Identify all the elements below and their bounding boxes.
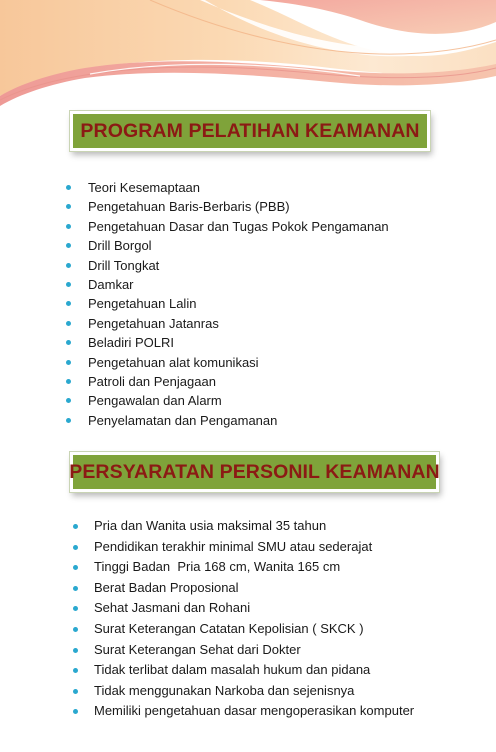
section-title-persyaratan-personil: PERSYARATAN PERSONIL KEAMANAN bbox=[70, 452, 439, 492]
bullet-icon bbox=[66, 340, 71, 345]
bullet-icon bbox=[66, 321, 71, 326]
bullet-icon bbox=[73, 627, 78, 632]
list-item-text: Sehat Jasmani dan Rohani bbox=[94, 600, 251, 616]
bullet-icon bbox=[66, 243, 71, 248]
list-item-text: Patroli dan Penjagaan bbox=[88, 373, 216, 389]
list-item-text: Tinggi Badan Pria 168 cm, Wanita 165 cm bbox=[94, 559, 341, 575]
list-item-text: Pengetahuan Jatanras bbox=[88, 315, 219, 331]
training-program-list bbox=[66, 178, 389, 430]
list-item-text: Pengetahuan alat komunikasi bbox=[88, 354, 259, 370]
list-item-text: Teori Kesemaptaan bbox=[88, 180, 201, 195]
list-item-text: Pendidikan terakhir minimal SMU atau sederajat bbox=[94, 538, 373, 554]
list-item-text: Beladiri POLRI bbox=[88, 335, 174, 351]
bullet-icon bbox=[66, 185, 71, 190]
list-item bbox=[73, 537, 414, 558]
bullet-icon bbox=[66, 398, 71, 403]
list-item-text: Berat Badan Proposional bbox=[94, 579, 239, 595]
list-item bbox=[73, 516, 414, 537]
list-item bbox=[73, 640, 414, 661]
bullet-icon bbox=[73, 668, 78, 673]
list-item bbox=[66, 294, 389, 313]
list-item bbox=[66, 236, 389, 255]
list-item-text: Pengetahuan Baris-Berbaris (PBB) bbox=[88, 199, 290, 215]
list-item-text: Pengetahuan Dasar dan Tugas Pokok Pengamanan bbox=[88, 218, 389, 234]
bullet-icon bbox=[66, 204, 71, 209]
list-item bbox=[73, 557, 414, 578]
list-item bbox=[66, 372, 389, 391]
list-item-text: Pria dan Wanita usia maksimal 35 tahun bbox=[94, 518, 327, 533]
bullet-icon bbox=[73, 545, 78, 550]
list-item bbox=[66, 314, 389, 333]
list-item bbox=[73, 578, 414, 599]
list-item bbox=[66, 178, 389, 197]
list-item bbox=[73, 660, 414, 681]
bullet-icon bbox=[66, 418, 71, 423]
list-item bbox=[73, 598, 414, 619]
list-item-text: Surat Keterangan Sehat dari Dokter bbox=[94, 641, 301, 657]
bullet-icon bbox=[73, 524, 78, 529]
list-item bbox=[66, 333, 389, 352]
bullet-icon bbox=[66, 379, 71, 384]
list-item bbox=[66, 391, 389, 410]
list-item bbox=[66, 256, 389, 275]
list-item-text: Memiliki pengetahuan dasar mengoperasikan komputer bbox=[94, 703, 415, 719]
list-item-text: Drill Borgol bbox=[88, 238, 152, 254]
list-item-text: Damkar bbox=[88, 276, 134, 292]
list-item bbox=[66, 197, 389, 216]
list-item-text: Surat Keterangan Catatan Kepolisian ( SKCK ) bbox=[94, 620, 364, 636]
list-item-text: Pengawalan dan Alarm bbox=[88, 393, 222, 409]
bullet-icon bbox=[66, 360, 71, 365]
bullet-icon bbox=[73, 606, 78, 611]
bullet-icon bbox=[73, 689, 78, 694]
list-item bbox=[73, 681, 414, 702]
decorative-wave-header bbox=[0, 0, 496, 110]
list-item bbox=[73, 619, 414, 640]
list-item-text: Tidak terlibat dalam masalah hukum dan pidana bbox=[94, 662, 371, 678]
bullet-icon bbox=[73, 565, 78, 570]
list-item bbox=[66, 411, 389, 430]
personnel-requirements-list bbox=[73, 516, 414, 722]
list-item bbox=[66, 217, 389, 236]
list-item-text: Tidak menggunakan Narkoba dan sejenisnya bbox=[94, 682, 355, 698]
bullet-icon bbox=[73, 709, 78, 714]
bullet-icon bbox=[66, 224, 71, 229]
list-item-text: Pengetahuan Lalin bbox=[88, 296, 197, 312]
list-item-text: Drill Tongkat bbox=[88, 257, 160, 273]
bullet-icon bbox=[66, 282, 71, 287]
bullet-icon bbox=[66, 301, 71, 306]
list-item-text: Penyelamatan dan Pengamanan bbox=[88, 412, 278, 428]
bullet-icon bbox=[66, 263, 71, 268]
list-item bbox=[66, 275, 389, 294]
bullet-icon bbox=[73, 648, 78, 653]
bullet-icon bbox=[73, 586, 78, 591]
list-item bbox=[73, 701, 414, 722]
section-title-program-pelatihan: PROGRAM PELATIHAN KEAMANAN bbox=[70, 111, 430, 151]
list-item bbox=[66, 353, 389, 372]
